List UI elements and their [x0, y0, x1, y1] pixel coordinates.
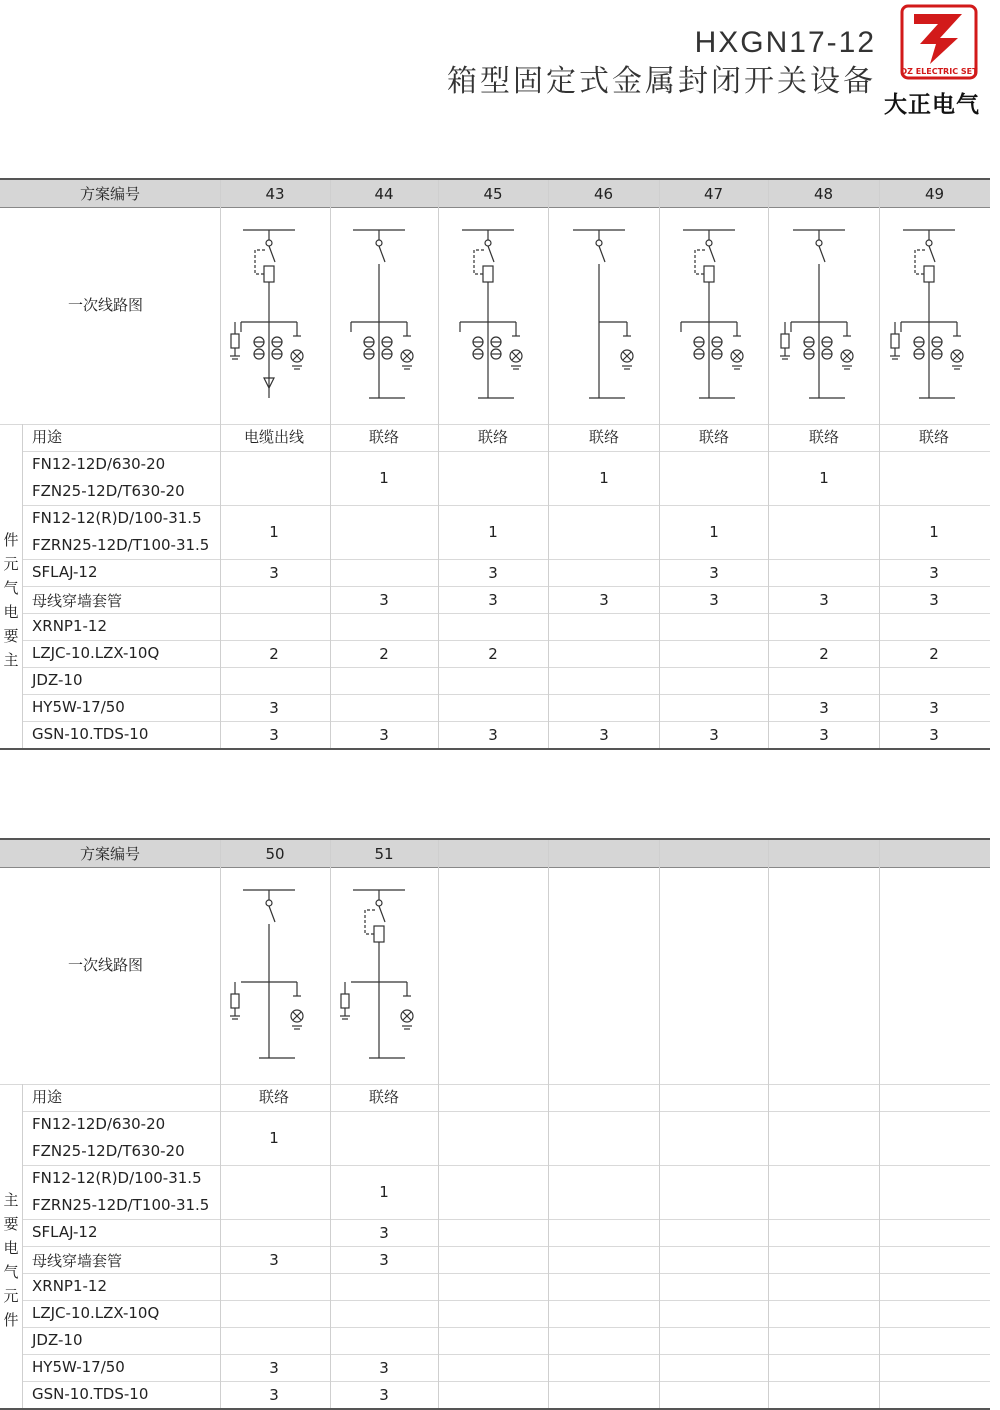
scheme-number-cell: 48	[813, 184, 834, 203]
usage-cell: 联络	[588, 428, 619, 446]
quantity-cell: 3	[379, 1250, 389, 1269]
column-divider	[768, 840, 769, 1408]
quantity-cell: 3	[379, 725, 389, 744]
quantity-cell: 3	[819, 725, 829, 744]
scheme-number-cell: 47	[703, 184, 724, 203]
diagram-divider	[0, 1084, 990, 1085]
component-name: LZJC-10.LZX-10Q	[32, 1304, 160, 1322]
scheme-number-cell: 51	[374, 844, 394, 863]
product-name: 箱型固定式金属封闭开关设备	[447, 64, 876, 99]
company-logo	[900, 4, 978, 80]
component-name: SFLAJ-12	[32, 563, 98, 581]
row-divider	[22, 1273, 990, 1274]
row-divider	[22, 694, 990, 695]
scheme-number-row	[0, 180, 990, 207]
component-name: 母线穿墙套管	[32, 592, 123, 610]
single-line-diagram	[329, 886, 439, 1086]
quantity-cell: 1	[599, 469, 609, 487]
quantity-cell: 1	[819, 469, 829, 487]
quantity-cell: 3	[379, 1385, 389, 1404]
quantity-cell: 3	[379, 1358, 389, 1377]
usage-cell: 联络	[808, 428, 839, 446]
row-divider	[22, 1246, 990, 1247]
single-line-diagram	[438, 226, 548, 426]
row-divider	[22, 1219, 990, 1220]
diagram-row-label: 一次线路图	[68, 296, 144, 314]
row-divider	[22, 1111, 990, 1112]
column-divider	[879, 840, 880, 1408]
header-divider	[0, 207, 990, 208]
row-divider	[22, 721, 990, 722]
row-divider	[22, 586, 990, 587]
quantity-cell: 3	[929, 698, 939, 717]
scheme-number-cell	[879, 840, 990, 867]
single-line-diagram	[659, 226, 769, 426]
row-divider	[22, 559, 990, 560]
scheme-number-label: 方案编号	[79, 185, 140, 203]
quantity-cell: 3	[269, 1250, 279, 1269]
component-name: FZN25-12D/T630-20	[32, 482, 185, 500]
row-divider	[22, 1300, 990, 1301]
usage-cell: 联络	[368, 1088, 399, 1106]
component-name: GSN-10.TDS-10	[32, 725, 149, 743]
usage-cell: 联络	[477, 428, 508, 446]
quantity-cell: 1	[269, 1129, 279, 1147]
component-name: FZN25-12D/T630-20	[32, 1142, 185, 1160]
row-divider	[22, 451, 990, 452]
row-divider	[22, 1327, 990, 1328]
quantity-cell: 1	[269, 523, 279, 541]
quantity-cell: 3	[709, 563, 719, 582]
component-name: FN12-12D/630-20	[32, 455, 166, 473]
quantity-cell: 1	[709, 523, 719, 541]
scheme-number-cell	[768, 840, 879, 867]
component-name: GSN-10.TDS-10	[32, 1385, 149, 1403]
quantity-cell: 3	[709, 590, 719, 609]
quantity-cell: 3	[819, 590, 829, 609]
component-name: FN12-12(R)D/100-31.5	[32, 1169, 202, 1187]
quantity-cell: 2	[379, 644, 389, 663]
quantity-cell: 2	[929, 644, 939, 663]
scheme-number-cell: 49	[924, 184, 945, 203]
quantity-cell: 1	[929, 523, 939, 541]
component-name: FN12-12(R)D/100-31.5	[32, 509, 202, 527]
component-name: XRNP1-12	[32, 1277, 108, 1295]
component-name: FN12-12D/630-20	[32, 1115, 166, 1133]
single-line-diagram	[219, 226, 329, 426]
quantity-cell: 3	[269, 698, 279, 717]
scheme-table-2	[0, 838, 990, 1407]
usage-cell: 联络	[698, 428, 729, 446]
company-name: 大正电气	[884, 92, 980, 118]
component-name: HY5W-17/50	[32, 698, 125, 716]
row-divider	[0, 748, 990, 750]
scheme-number-cell	[548, 840, 659, 867]
quantity-cell: 1	[488, 523, 498, 541]
model-number: HXGN17-12	[694, 26, 876, 59]
scheme-number-cell	[659, 840, 768, 867]
quantity-cell: 3	[488, 590, 498, 609]
scheme-number-cell: 43	[265, 184, 285, 203]
component-group-label: 件 元 气 电 要 主	[3, 530, 19, 669]
quantity-cell: 3	[269, 563, 279, 582]
quantity-cell: 3	[269, 1358, 279, 1377]
component-name: SFLAJ-12	[32, 1223, 98, 1241]
usage-row-label: 用途	[32, 1088, 63, 1106]
quantity-cell: 2	[488, 644, 498, 663]
single-line-diagram	[549, 226, 659, 426]
component-name: XRNP1-12	[32, 617, 108, 635]
quantity-cell: 1	[379, 469, 389, 487]
quantity-cell: 3	[709, 725, 719, 744]
quantity-cell: 1	[379, 1183, 389, 1201]
row-divider	[22, 640, 990, 641]
quantity-cell: 3	[599, 590, 609, 609]
svg-text:DZ ELECTRIC SET: DZ ELECTRIC SET	[900, 67, 978, 76]
header-divider	[0, 867, 990, 868]
scheme-number-label: 方案编号	[79, 845, 140, 863]
row-divider	[22, 1165, 990, 1166]
row-divider	[22, 667, 990, 668]
component-name: HY5W-17/50	[32, 1358, 125, 1376]
component-name: JDZ-10	[32, 671, 83, 689]
quantity-cell: 3	[488, 563, 498, 582]
quantity-cell: 3	[929, 590, 939, 609]
scheme-number-cell	[438, 840, 548, 867]
usage-cell: 联络	[258, 1088, 289, 1106]
usage-cell: 电缆出线	[243, 428, 304, 446]
quantity-cell: 2	[269, 644, 279, 663]
quantity-cell: 3	[929, 725, 939, 744]
component-name: JDZ-10	[32, 1331, 83, 1349]
component-group-label: 主 要 电 气 元 件	[3, 1190, 19, 1329]
single-line-diagram	[219, 886, 329, 1086]
quantity-cell: 3	[819, 698, 829, 717]
scheme-table-1	[0, 178, 990, 748]
single-line-diagram	[879, 226, 989, 426]
scheme-number-cell: 45	[483, 184, 503, 203]
row-divider	[22, 613, 990, 614]
usage-row-label: 用途	[32, 428, 63, 446]
scheme-number-cell: 46	[593, 184, 614, 203]
row-divider	[22, 1381, 990, 1382]
single-line-diagram	[769, 226, 879, 426]
column-divider	[659, 840, 660, 1408]
row-divider	[22, 505, 990, 506]
quantity-cell: 3	[379, 1223, 389, 1242]
quantity-cell: 3	[929, 563, 939, 582]
column-divider	[548, 840, 549, 1408]
quantity-cell: 3	[269, 725, 279, 744]
quantity-cell: 3	[599, 725, 609, 744]
usage-cell: 联络	[368, 428, 399, 446]
scheme-number-cell: 50	[265, 844, 285, 863]
quantity-cell: 3	[269, 1385, 279, 1404]
group-divider	[22, 424, 23, 748]
component-name: 母线穿墙套管	[32, 1252, 123, 1270]
component-name: LZJC-10.LZX-10Q	[32, 644, 160, 662]
usage-cell: 联络	[918, 428, 949, 446]
component-name: FZRN25-12D/T100-31.5	[32, 536, 210, 554]
quantity-cell: 3	[379, 590, 389, 609]
diagram-row-label: 一次线路图	[68, 956, 144, 974]
quantity-cell: 3	[488, 725, 498, 744]
scheme-number-row	[0, 840, 990, 867]
row-divider	[22, 1354, 990, 1355]
scheme-number-cell: 44	[374, 184, 394, 203]
component-name: FZRN25-12D/T100-31.5	[32, 1196, 210, 1214]
group-divider	[22, 1084, 23, 1408]
quantity-cell: 2	[819, 644, 829, 663]
single-line-diagram	[329, 226, 439, 426]
